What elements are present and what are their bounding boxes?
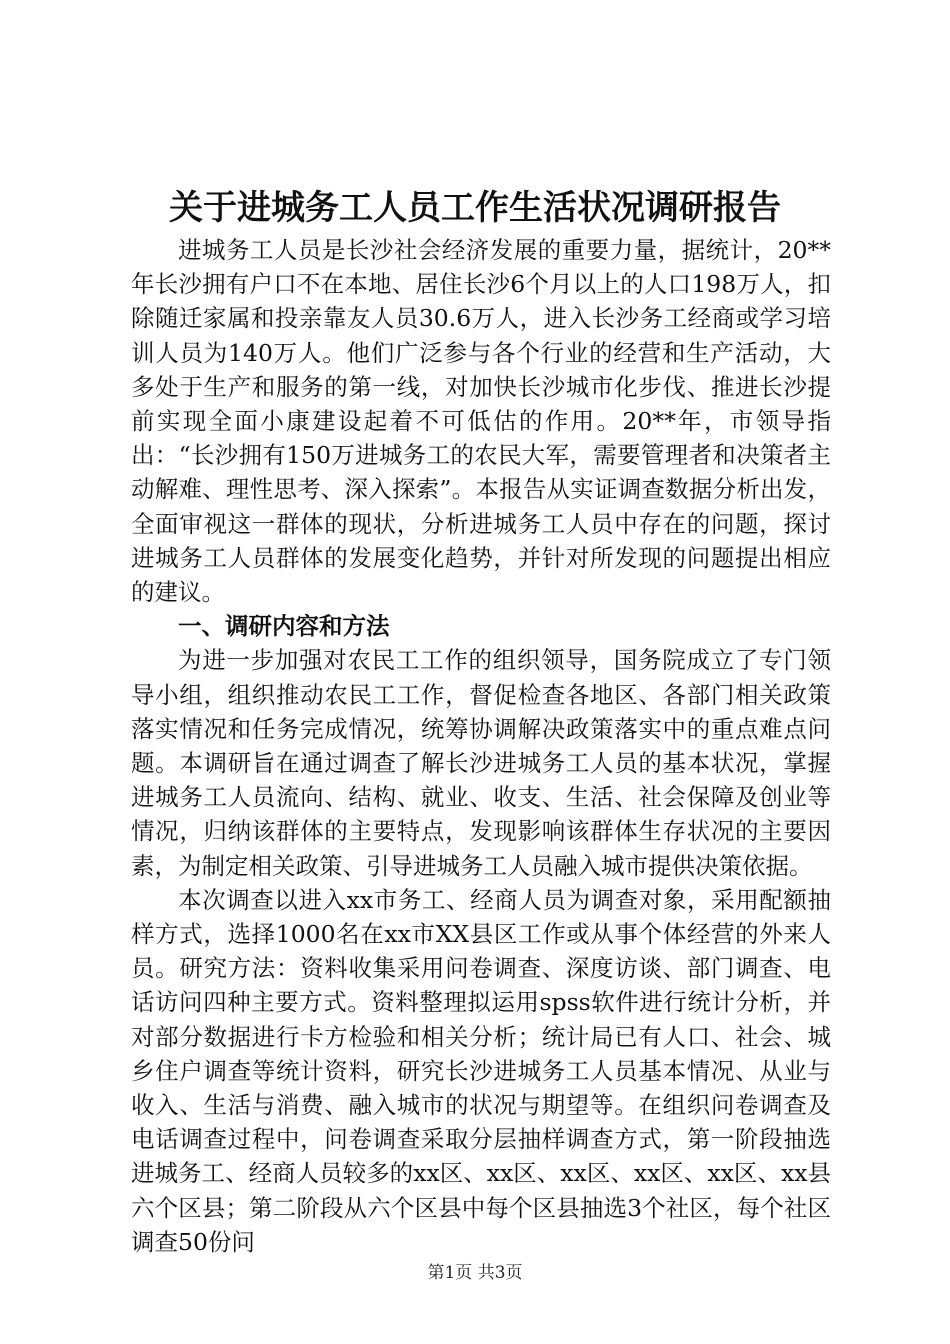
document-body — [131, 233, 831, 1259]
document-title: 关于进城务工人员工作生活状况调研报告 — [169, 188, 781, 228]
body-paragraph: 为进一步加强对农民工工作的组织领导，国务院成立了专门领导小组，组织推动农民工工作，督促检查各地区、各部门相关政策落实情况和任务完成情况，统筹协调解决政策落实中的重点难点问题。本调研旨在通过调查了解长沙进城务工人员的基本状况，掌握进城务工人员流向、结构、就业、收支、生活、社会保障及创业等情况，归纳该群体的主要特点，发现影响该群体生存状况的主要因素，为制定相关政策、引导进城务工人员融入城市提供决策依据。 — [131, 646, 831, 880]
page-footer: 第1页 共3页 — [427, 1263, 523, 1283]
body-paragraph: 本次调查以进入xx市务工、经商人员为调查对象，采用配额抽样方式，选择1000名在xx市XX县区工作或从事个体经营的外来人员。研究方法：资料收集采用问卷调查、深度访谈、部门调查、电话访问四种主要方式。资料整理拟运用spss软件进行统计分析，并对部分数据进行卡方检验和相关分析；统计局已有人口、社会、城乡住户调查等统计资料，研究长沙进城务工人员基本情况、从业与收入、生活与消费、融入城市的状况与期望等。在组织问卷调查及电话调查过程中，问卷调查采取分层抽样调查方式，第一阶段抽选进城务工、经商人员较多的xx区、xx区、xx区、xx区、xx区、xx县六个区县；第二阶段从六个区县中每个区县抽选3个社区，每个社区调查50份问 — [131, 885, 831, 1256]
intro-paragraph: 进城务工人员是长沙社会经济发展的重要力量，据统计，20**年长沙拥有户口不在本地、居住长沙6个月以上的人口198万人，扣除随迁家属和投亲靠友人员30.6万人，进入长沙务工经商或学习培训人员为140万人。他们广泛参与各个行业的经营和生产活动，大多处于生产和服务的第一线，对加快长沙城市化步伐、推进长沙提前实现全面小康建设起着不可低估的作用。20**年，市领导指出：“长沙拥有150万进城务工的农民大军，需要管理者和决策者主动解难、理性思考、深入探索”。本报告从实证调查数据分析出发，全面审视这一群体的现状，分析进城务工人员中存在的问题，探讨进城务工人员群体的发展变化趋势，并针对所发现的问题提出相应的建议。 — [131, 236, 831, 607]
section-heading: 一、调研内容和方法 — [178, 612, 390, 641]
